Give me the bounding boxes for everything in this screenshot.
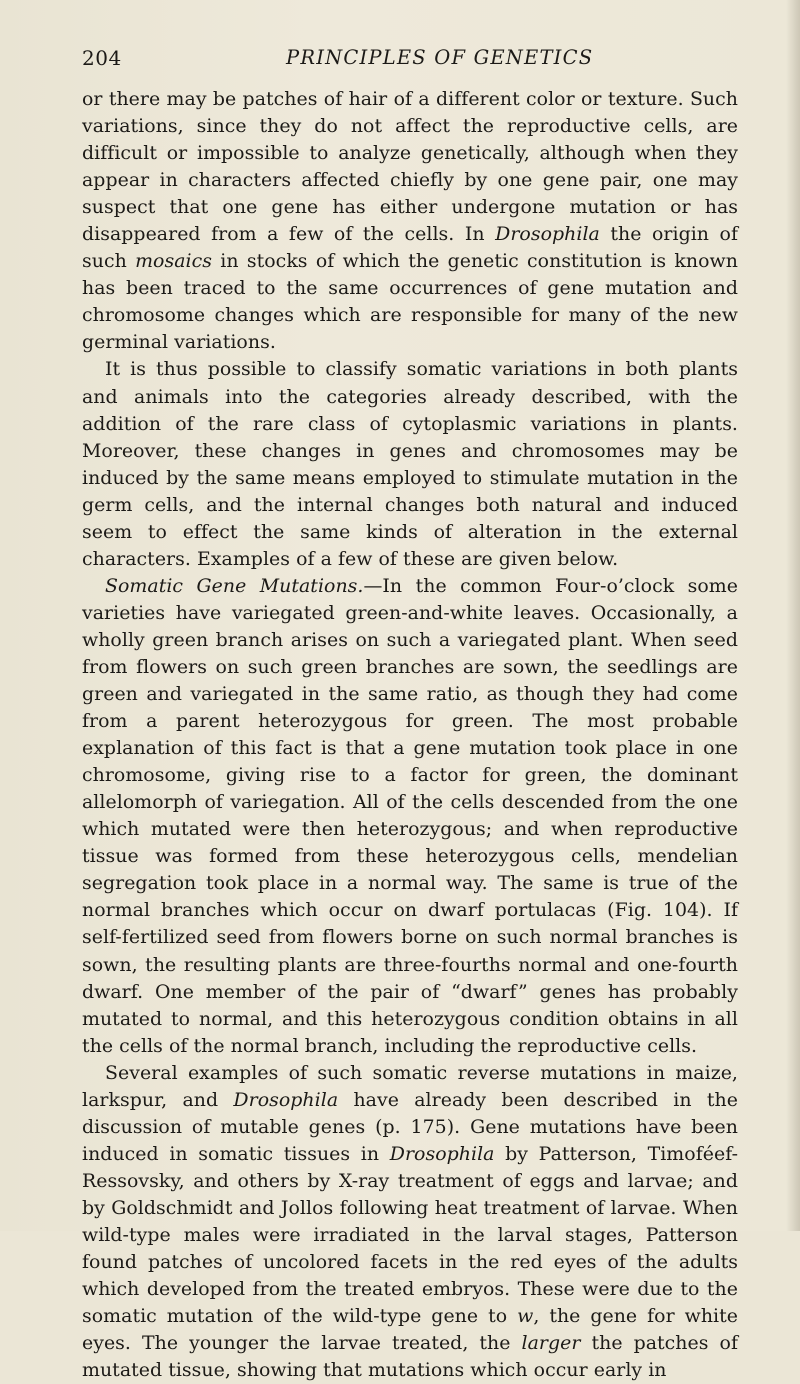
italic-term: mosaics [135, 250, 213, 273]
page-number: 204 [82, 46, 122, 70]
italic-term: Drosophila [233, 1088, 339, 1111]
text-run: the origin of such [82, 223, 738, 273]
italic-term: Drosophila [495, 223, 600, 246]
text-run: Several examples of such somatic reverse mutations in maize, larkspur, and [82, 1061, 738, 1111]
paragraph-3 [82, 573, 738, 1060]
text-run: or there may be patches of hair of a different color or texture. Such variations, since they do not affect the reproductive cells, are difficult or impossible to analyze genetically, although when they appear in characters affected chiefly by one gene pair, one may suspect that one gene has either undergone mutation or has disappeared from a few of the cells. In [82, 88, 738, 246]
body-text [82, 86, 738, 1384]
page-edge-shadow [786, 0, 800, 1231]
italic-term: w [517, 1305, 534, 1328]
text-run: by Patterson, Timoféef-Ressovsky, and others by X-ray treatment of eggs and larvae; and by Goldschmidt and Jollos following heat treatment of larvae. When wild-type males were irradiated in the larval stages, Patterson found patches of uncolored facets in the red eyes of the adults which developed from the treated embryos. These were due to the somatic mutation of the wild-type gene to [82, 1142, 739, 1328]
paragraph-2 [82, 356, 738, 572]
text-run: , the gene for white eyes. The younger the larvae treated, the [82, 1305, 738, 1355]
paragraph-1 [82, 86, 738, 356]
running-head: PRINCIPLES OF GENETICS [286, 46, 594, 69]
text-run: It is thus possible to classify somatic variations in both plants and animals into the categories already described, with the addition of the rare class of cytoplasmic variations in plants. Moreover, these changes in genes and chromosomes may be induced by the same means employed to stimulate mutation in the germ cells, and the internal changes both natural and induced seem to effect the same kinds of alteration in the external characters. Examples of a few of these are given below. [82, 358, 738, 570]
text-run: —In the common Four-o’clock some varieties have variegated green-and-white leaves. Occasionally, a wholly green branch arises on such a variegated plant. When seed from flowers on such green branches are sown, the seedlings are green and variegated in the same ratio, as though they had come from a parent heterozygous for green. The most probable explanation of this fact is that a gene mutation took place in one chromosome, giving rise to a factor for green, the dominant allelomorph of variegation. All of the cells descended from the one which mutated were then heterozygous; and when reproductive tissue was formed from these heterozygous cells, mendelian segregation took place in a normal way. The same is true of the normal branches which occur on dwarf portulacas (Fig. 104). If self-fertilized seed from flowers borne on such normal branches is sown, the resulting plants are three-fourths normal and one-fourth dwarf. One member of the pair of “dwarf” genes has probably mutated to normal, and this heterozygous condition obtains in all the cells of the normal branch, including the reproductive cells. [82, 574, 738, 1057]
text-run: have already been described in the discussion of mutable genes (p. 175). Gene mutations have been induced in somatic tissues in [82, 1088, 738, 1165]
italic-term: Drosophila [389, 1142, 495, 1165]
text-run: the patches of mutated tissue, showing that mutations which occur early in [82, 1332, 738, 1382]
italic-term: larger [521, 1332, 581, 1355]
paragraph-4 [82, 1060, 738, 1384]
section-heading: Somatic Gene Mutations. [105, 574, 364, 597]
page-header [82, 46, 736, 76]
text-run: in stocks of which the genetic constitution is known has been traced to the same occurrences of gene mutation and chromosome changes which are responsible for many of the new germinal variations. [82, 250, 738, 354]
